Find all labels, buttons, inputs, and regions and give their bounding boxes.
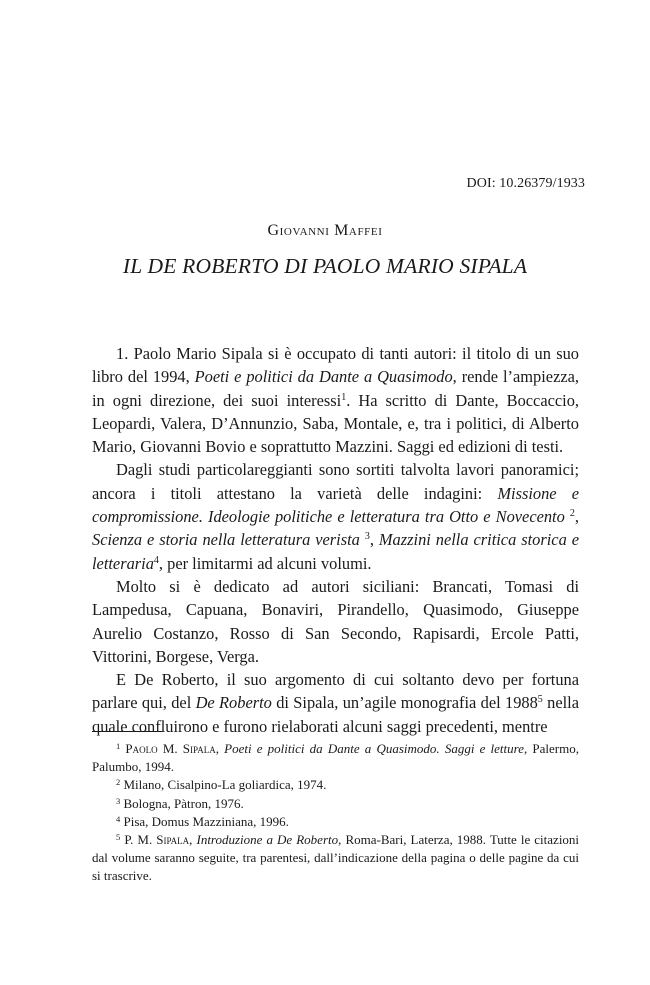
paragraph-2 (92, 458, 579, 574)
separator: , (574, 507, 579, 527)
footnote-author: P. M. Sipala (124, 832, 190, 848)
footnote-number: 1 (116, 741, 121, 751)
footnote-text: Pisa, Domus Mazziniana, 1996. (123, 813, 289, 829)
book-title: Scienza e storia nella letteratura verista (92, 530, 360, 550)
article-title: IL DE ROBERTO DI PAOLO MARIO SIPALA (122, 254, 528, 278)
footnote-5 (92, 831, 579, 886)
footnote-4 (92, 813, 579, 831)
footnote-ref: 5 (537, 694, 543, 706)
body-text (92, 342, 579, 738)
footnote-title: Poeti e politici da Dante a Quasimodo. Saggi e letture (224, 741, 524, 756)
paragraph-1-text: , rende l’ampiezza, in ogni direzione, dei suoi interessi (92, 367, 579, 410)
footnote-1 (92, 740, 579, 776)
footnote-divider (92, 731, 162, 732)
footnote-text: Bologna, Pàtron, 1976. (123, 795, 244, 811)
author-name (0, 222, 650, 240)
paragraph-4-text: nella quale confluirono e furono rielaborati alcuni saggi precedenti, mentre (92, 693, 579, 736)
paragraph-1-text: 1. Paolo Mario Sipala si è occupato di tanti autori: il titolo di un suo libro del 1994, (92, 344, 579, 387)
paragraph-4-text: E De Roberto, il suo argomento di cui soltanto devo per fortuna parlare qui, del (92, 670, 579, 713)
paragraph-4-text: di Sipala, un’agile monografia del 1988 (271, 693, 538, 713)
footnote-ref: 3 (364, 531, 370, 543)
footnote-ref: 1 (341, 391, 347, 403)
footnotes (92, 740, 579, 886)
footnote-text: , Roma-Bari, Laterza, 1988. Tutte le citazioni dal volume saranno seguite, tra parentesi, dall’indicazione della pagina o delle pagine da cui si trascrive. (92, 832, 580, 884)
footnote-number: 2 (116, 777, 121, 788)
footnote-number: 3 (116, 795, 121, 806)
book-title: Missione e compromissione. Ideologie politiche e letteratura tra Otto e Novecento (92, 483, 579, 527)
footnote-text: , Palermo, Palumbo, 1994. (92, 741, 579, 775)
separator: , (369, 530, 379, 550)
book-title: De Roberto (195, 693, 272, 713)
footnote-number: 5 (116, 832, 121, 843)
separator: , (215, 741, 225, 756)
footnote-text: Milano, Cisalpino-La goliardica, 1974. (123, 777, 327, 793)
paragraph-1-text: . Ha scritto di Dante, Boccaccio, Leopardi, Valera, D’Annunzio, Saba, Montale, e, tra i politici, di Alberto Mario, Giovanni Bovio e soprattutto Mazzini. Saggi ed edizioni di testi. (92, 390, 580, 457)
footnote-author: Paolo M. Sipala (125, 741, 216, 756)
footnote-2 (92, 776, 579, 794)
book-title: Mazzini nella critica storica e letteraria (92, 530, 579, 573)
separator: , (189, 832, 197, 848)
footnote-ref: 4 (153, 554, 159, 566)
paragraph-2-text: Dagli studi particolareggianti sono sortiti talvolta lavori panoramici; ancora i titoli attestano la varietà delle indagini: (92, 460, 579, 503)
doi-label: DOI: 10.26379/1933 (466, 176, 585, 191)
footnote-ref: 2 (569, 508, 575, 520)
book-title: Poeti e politici da Dante a Quasimodo (194, 367, 453, 387)
author-name-text: Giovanni Maffei (267, 222, 383, 239)
footnote-title: Introduzione a De Roberto (196, 832, 339, 848)
paragraph-2-text: , per limitarmi ad alcuni volumi. (158, 553, 372, 573)
paragraph-1 (92, 342, 579, 458)
paragraph-3: Molto si è dedicato ad autori siciliani: Brancati, Tomasi di Lampedusa, Capuana, Bonaviri, Pirandello, Quasimodo, Giuseppe Aurelio Costanzo, Rosso di San Secondo, Rapisardi, Ercole Patti, Vittorini, Borgese, Verga. (92, 576, 579, 666)
footnote-number: 4 (116, 813, 121, 824)
paragraph-4 (92, 668, 579, 738)
footnote-3 (92, 795, 579, 813)
